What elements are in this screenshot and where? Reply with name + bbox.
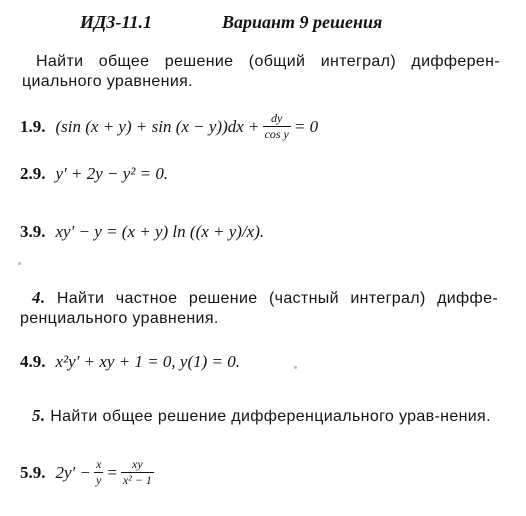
task-number: 1.9. — [20, 116, 46, 136]
task-4-9 — [20, 352, 240, 372]
scan-speck — [294, 366, 297, 369]
task-number: 2.9. — [20, 164, 46, 183]
fraction-denominator: cos y — [264, 127, 289, 141]
document-title: ИДЗ-11.1 — [80, 12, 152, 32]
task-number: 5.9. — [20, 462, 46, 482]
fraction — [121, 458, 154, 487]
task-expression: x²y′ + xy + 1 = 0, y(1) = 0. — [55, 352, 241, 371]
fraction-numerator: xy — [132, 457, 143, 471]
fraction-numerator: dy — [271, 111, 283, 125]
task-2-9 — [20, 164, 168, 184]
instruction-general: 5. Найти общее решение дифференциального урав-нения. — [32, 406, 491, 425]
fraction-denominator: x² − 1 — [122, 473, 152, 487]
fraction — [263, 112, 291, 141]
task-number: 3.9. — [20, 222, 46, 241]
instruction-general-integral: Найти общее решение (общий интеграл) дифферен-циального уравнения. — [22, 53, 500, 90]
instruction-number: 5. — [32, 406, 46, 425]
task-expression-end: = 0 — [293, 116, 319, 136]
variant-title: Вариант 9 решения — [222, 12, 383, 32]
fraction-denominator: y — [96, 473, 102, 487]
task-expression: (sin (x + y) + sin (x − y))dx + — [55, 116, 260, 136]
instruction-particular: 4. Найти частное решение (частный интеграл) диффе-ренциального уравнения. — [20, 288, 499, 327]
task-3-9 — [20, 222, 264, 242]
instruction-number: 4. — [32, 288, 46, 307]
fraction-numerator: x — [96, 457, 102, 471]
fraction — [94, 458, 103, 487]
task-expression: 2y′ − — [55, 462, 91, 482]
task-expression: xy′ − y = (x + y) ln ((x + y)/x). — [55, 222, 265, 241]
task-expression: y′ + 2y − y² = 0. — [55, 164, 169, 183]
task-1-9 — [20, 112, 318, 141]
scan-speck — [18, 262, 21, 265]
task-number: 4.9. — [20, 352, 46, 371]
task-5-9 — [20, 458, 157, 487]
equals-sign: = — [106, 462, 118, 482]
